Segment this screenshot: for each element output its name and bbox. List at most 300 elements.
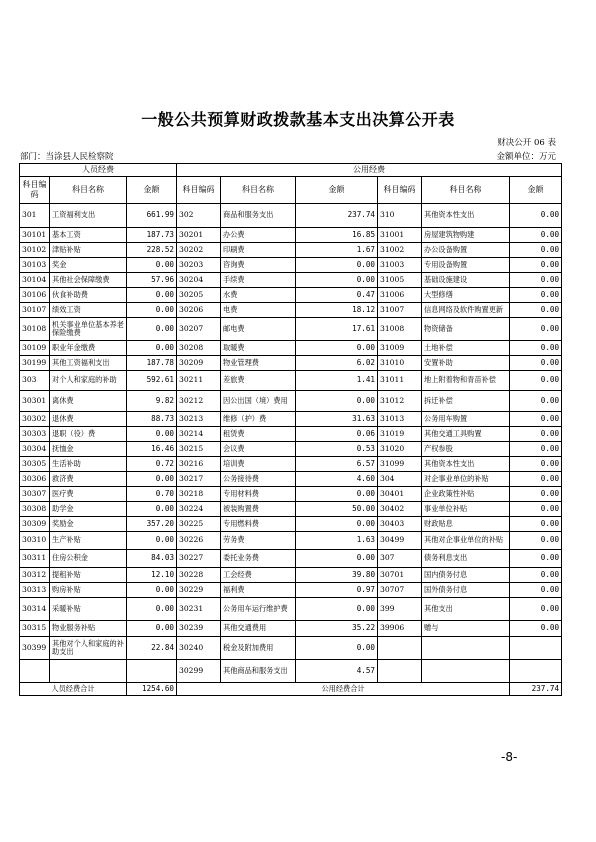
cell-amount: 0.00	[510, 621, 562, 637]
cell-name: 物业服务补贴	[50, 621, 127, 637]
public-header: 公用经费	[177, 164, 562, 177]
cell-code: 30310	[20, 532, 50, 550]
table-row	[20, 550, 562, 568]
cell-name: 因公出国（境）费用	[221, 391, 296, 412]
cell-name: 地上附着物和青苗补偿	[422, 371, 510, 391]
cell-name: 机关事业单位基本养老保险缴费	[50, 318, 127, 341]
cell-name: 电费	[221, 303, 296, 318]
cell-code: 30303	[20, 427, 50, 442]
cell-code: 30201	[177, 228, 221, 243]
cell-name: 印刷费	[221, 243, 296, 258]
cell-code: 307	[378, 550, 422, 568]
cell-code: 30226	[177, 532, 221, 550]
cell-code: 30109	[20, 341, 50, 356]
table-row	[20, 598, 562, 621]
cell-code: 31006	[378, 288, 422, 303]
cell-name: 工资福利支出	[50, 204, 127, 228]
cell-name: 其他工资福利支出	[50, 356, 127, 371]
cell-code: 30218	[177, 487, 221, 502]
cell-code: 30204	[177, 273, 221, 288]
cell-name: 其他商品和服务支出	[221, 660, 296, 683]
cell-code: 30307	[20, 487, 50, 502]
cell-name: 其他对企事业单位的补贴	[422, 532, 510, 550]
cell-code: 30239	[177, 621, 221, 637]
cell-amount: 0.00	[510, 517, 562, 532]
cell-amount	[127, 660, 177, 683]
cell-code: 31011	[378, 371, 422, 391]
cell-code: 30202	[177, 243, 221, 258]
cell-amount: 0.00	[127, 621, 177, 637]
cell-code: 399	[378, 598, 422, 621]
cell-name: 生活补助	[50, 457, 127, 472]
cell-name: 其他资本性支出	[422, 204, 510, 228]
cell-name: 咨询费	[221, 258, 296, 273]
cell-code: 31003	[378, 258, 422, 273]
public-total-value: 237.74	[510, 683, 562, 696]
cell-amount: 0.00	[510, 457, 562, 472]
cell-name: 离休费	[50, 391, 127, 412]
cell-name	[422, 660, 510, 683]
cell-amount: 0.00	[510, 472, 562, 487]
cell-code: 30304	[20, 442, 50, 457]
cell-name: 奖励金	[50, 517, 127, 532]
cell-amount: 0.00	[296, 637, 378, 660]
cell-amount: 0.00	[127, 532, 177, 550]
cell-name: 其他交通费用	[221, 621, 296, 637]
cell-amount: 0.00	[127, 598, 177, 621]
cell-code: 30314	[20, 598, 50, 621]
cell-code: 30311	[20, 550, 50, 568]
table-row	[20, 243, 562, 258]
cell-name: 救济费	[50, 472, 127, 487]
cell-name: 劳务费	[221, 532, 296, 550]
cell-code: 31009	[378, 341, 422, 356]
cell-amount: 31.63	[296, 412, 378, 427]
col-code-header: 科目编码	[177, 177, 221, 204]
cell-amount: 6.57	[296, 457, 378, 472]
cell-name: 抚恤金	[50, 442, 127, 457]
cell-name: 税金及附加费用	[221, 637, 296, 660]
cell-name: 助学金	[50, 502, 127, 517]
page-title: 一般公共预算财政拨款基本支出决算公开表	[141, 110, 455, 129]
cell-amount: 0.00	[510, 442, 562, 457]
cell-name: 物资储备	[422, 318, 510, 341]
cell-code: 30308	[20, 502, 50, 517]
cell-amount: 0.47	[296, 288, 378, 303]
cell-name: 专用设备购置	[422, 258, 510, 273]
cell-amount: 0.72	[127, 457, 177, 472]
cell-amount: 57.96	[127, 273, 177, 288]
cell-amount: 0.00	[296, 341, 378, 356]
col-name-header: 科目名称	[50, 177, 127, 204]
cell-code: 30309	[20, 517, 50, 532]
cell-code: 30103	[20, 258, 50, 273]
cell-amount: 84.03	[127, 550, 177, 568]
table-row	[20, 583, 562, 598]
cell-code	[20, 660, 50, 683]
cell-name: 邮电费	[221, 318, 296, 341]
cell-amount: 0.00	[510, 583, 562, 598]
cell-code: 30215	[177, 442, 221, 457]
cell-code: 30206	[177, 303, 221, 318]
cell-name: 事业单位补贴	[422, 502, 510, 517]
cell-code: 31008	[378, 318, 422, 341]
col-name-header: 科目名称	[221, 177, 296, 204]
cell-amount: 0.00	[127, 583, 177, 598]
table-row	[20, 391, 562, 412]
cell-name: 津贴补贴	[50, 243, 127, 258]
cell-name: 办公设备购置	[422, 243, 510, 258]
cell-name: 差旅费	[221, 371, 296, 391]
cell-code: 31019	[378, 427, 422, 442]
cell-amount: 0.00	[510, 258, 562, 273]
cell-amount: 16.46	[127, 442, 177, 457]
cell-code: 31010	[378, 356, 422, 371]
cell-name: 工会经费	[221, 568, 296, 583]
cell-amount: 0.00	[296, 598, 378, 621]
cell-amount: 0.00	[510, 550, 562, 568]
cell-amount: 39.80	[296, 568, 378, 583]
personnel-total-label: 人员经费合计	[20, 683, 127, 696]
cell-code: 30240	[177, 637, 221, 660]
col-code-header: 科目编码	[20, 177, 50, 204]
cell-amount: 22.84	[127, 637, 177, 660]
cell-amount: 0.00	[127, 258, 177, 273]
cell-amount: 0.00	[127, 472, 177, 487]
cell-name: 取暖费	[221, 341, 296, 356]
cell-amount: 4.60	[296, 472, 378, 487]
cell-code: 30107	[20, 303, 50, 318]
cell-amount: 1.67	[296, 243, 378, 258]
cell-amount: 0.97	[296, 583, 378, 598]
unit-label: 金额单位：万元	[496, 152, 556, 162]
cell-code: 301	[20, 204, 50, 228]
cell-name: 房屋建筑物购建	[422, 228, 510, 243]
cell-amount: 0.00	[510, 371, 562, 391]
cell-amount: 0.00	[510, 598, 562, 621]
cell-name: 医疗费	[50, 487, 127, 502]
cell-name: 商品和服务支出	[221, 204, 296, 228]
table-row	[20, 568, 562, 583]
cell-name: 伙食补助费	[50, 288, 127, 303]
cell-name: 公务用车购置	[422, 412, 510, 427]
cell-code: 31020	[378, 442, 422, 457]
cell-name: 安置补助	[422, 356, 510, 371]
cell-amount: 0.00	[510, 341, 562, 356]
cell-name: 奖金	[50, 258, 127, 273]
table-row	[20, 288, 562, 303]
cell-amount: 0.00	[510, 502, 562, 517]
cell-name: 培训费	[221, 457, 296, 472]
cell-amount: 4.57	[296, 660, 378, 683]
cell-amount: 0.00	[296, 391, 378, 412]
col-amount-header: 金额	[510, 177, 562, 204]
table-row	[20, 517, 562, 532]
cell-code: 30499	[378, 532, 422, 550]
cell-code: 30315	[20, 621, 50, 637]
table-row	[20, 341, 562, 356]
cell-amount: 0.00	[510, 288, 562, 303]
cell-amount: 16.85	[296, 228, 378, 243]
table-row	[20, 412, 562, 427]
table-row	[20, 318, 562, 341]
cell-amount: 50.00	[296, 502, 378, 517]
cell-code: 30108	[20, 318, 50, 341]
cell-amount: 88.73	[127, 412, 177, 427]
table-row	[20, 532, 562, 550]
cell-name: 福利费	[221, 583, 296, 598]
cell-name: 债务利息支出	[422, 550, 510, 568]
cell-amount: 0.00	[510, 228, 562, 243]
cell-code: 39906	[378, 621, 422, 637]
table-row	[20, 204, 562, 228]
cell-name: 财政贴息	[422, 517, 510, 532]
cell-name: 维修（护）费	[221, 412, 296, 427]
cell-code: 30313	[20, 583, 50, 598]
cell-name: 国外债务付息	[422, 583, 510, 598]
cell-amount	[510, 637, 562, 660]
cell-code: 30207	[177, 318, 221, 341]
cell-amount: 0.00	[510, 303, 562, 318]
table-row	[20, 487, 562, 502]
cell-code: 30217	[177, 472, 221, 487]
cell-amount: 0.00	[127, 318, 177, 341]
cell-amount: 187.73	[127, 228, 177, 243]
cell-code: 30402	[378, 502, 422, 517]
cell-code: 30199	[20, 356, 50, 371]
table-row	[20, 273, 562, 288]
col-amount-header: 金额	[296, 177, 378, 204]
table-row	[20, 228, 562, 243]
cell-amount: 0.00	[510, 391, 562, 412]
cell-name: 物业管理费	[221, 356, 296, 371]
cell-code: 31013	[378, 412, 422, 427]
cell-code: 31099	[378, 457, 422, 472]
cell-code: 30403	[378, 517, 422, 532]
cell-amount: 0.00	[127, 288, 177, 303]
table-row	[20, 637, 562, 660]
cell-code: 30301	[20, 391, 50, 412]
cell-amount: 0.00	[296, 258, 378, 273]
cell-name: 其他资本性支出	[422, 457, 510, 472]
cell-code: 30209	[177, 356, 221, 371]
cell-amount: 661.99	[127, 204, 177, 228]
cell-code: 31007	[378, 303, 422, 318]
cell-name	[50, 660, 127, 683]
cell-code: 30302	[20, 412, 50, 427]
cell-code: 30102	[20, 243, 50, 258]
cell-code: 31012	[378, 391, 422, 412]
cell-amount: 0.06	[296, 427, 378, 442]
cell-code	[378, 660, 422, 683]
cell-name: 采暖补贴	[50, 598, 127, 621]
cell-code: 30106	[20, 288, 50, 303]
cell-name: 生产补贴	[50, 532, 127, 550]
cell-amount: 187.78	[127, 356, 177, 371]
cell-code: 30229	[177, 583, 221, 598]
cell-amount: 0.00	[510, 273, 562, 288]
cell-code: 30208	[177, 341, 221, 356]
cell-amount: 35.22	[296, 621, 378, 637]
table-row	[20, 457, 562, 472]
page-number: -8-	[501, 750, 518, 764]
cell-name: 水费	[221, 288, 296, 303]
cell-code: 31005	[378, 273, 422, 288]
table-row	[20, 502, 562, 517]
cell-amount: 0.00	[296, 517, 378, 532]
cell-name: 基本工资	[50, 228, 127, 243]
cell-code: 30227	[177, 550, 221, 568]
department-label: 部门：当涂县人民检察院	[20, 152, 114, 162]
table-row	[20, 660, 562, 683]
cell-code: 30312	[20, 568, 50, 583]
cell-name: 公务接待费	[221, 472, 296, 487]
cell-code: 30225	[177, 517, 221, 532]
cell-name: 信息网络及软件购置更新	[422, 303, 510, 318]
cell-amount: 0.00	[510, 243, 562, 258]
table-row	[20, 472, 562, 487]
cell-name: 产权参股	[422, 442, 510, 457]
cell-name: 赠与	[422, 621, 510, 637]
cell-code: 30231	[177, 598, 221, 621]
cell-code: 31002	[378, 243, 422, 258]
cell-amount: 0.00	[510, 487, 562, 502]
cell-amount: 18.12	[296, 303, 378, 318]
cell-name: 办公费	[221, 228, 296, 243]
cell-amount: 0.53	[296, 442, 378, 457]
cell-code: 30707	[378, 583, 422, 598]
cell-name: 企业政策性补贴	[422, 487, 510, 502]
cell-name: 对个人和家庭的补助	[50, 371, 127, 391]
cell-name: 专用材料费	[221, 487, 296, 502]
col-name-header: 科目名称	[422, 177, 510, 204]
cell-code: 310	[378, 204, 422, 228]
cell-code: 31001	[378, 228, 422, 243]
cell-code: 30701	[378, 568, 422, 583]
cell-code: 30399	[20, 637, 50, 660]
cell-code: 30299	[177, 660, 221, 683]
table-row	[20, 427, 562, 442]
cell-amount: 0.00	[510, 427, 562, 442]
cell-amount: 12.10	[127, 568, 177, 583]
cell-name: 委托业务费	[221, 550, 296, 568]
cell-amount: 0.70	[127, 487, 177, 502]
cell-amount: 0.00	[510, 356, 562, 371]
cell-code: 30203	[177, 258, 221, 273]
cell-amount: 0.00	[510, 532, 562, 550]
cell-name: 其他交通工具购置	[422, 427, 510, 442]
cell-code: 30214	[177, 427, 221, 442]
cell-name: 其他社会保障缴费	[50, 273, 127, 288]
cell-amount: 228.52	[127, 243, 177, 258]
cell-code: 303	[20, 371, 50, 391]
expenditure-table	[19, 163, 562, 696]
cell-name: 其他对个人和家庭的补助支出	[50, 637, 127, 660]
cell-name: 退休费	[50, 412, 127, 427]
cell-amount: 0.00	[510, 568, 562, 583]
cell-name: 被装购置费	[221, 502, 296, 517]
cell-code: 30213	[177, 412, 221, 427]
table-row	[20, 356, 562, 371]
cell-name: 国内债务付息	[422, 568, 510, 583]
table-row	[20, 621, 562, 637]
cell-name	[422, 637, 510, 660]
cell-name: 提租补贴	[50, 568, 127, 583]
cell-amount: 1.41	[296, 371, 378, 391]
cell-code: 30305	[20, 457, 50, 472]
cell-amount: 0.00	[127, 427, 177, 442]
cell-amount: 6.02	[296, 356, 378, 371]
cell-name: 专用燃料费	[221, 517, 296, 532]
cell-amount: 0.00	[127, 303, 177, 318]
col-code-header: 科目编码	[378, 177, 422, 204]
cell-code: 30228	[177, 568, 221, 583]
cell-code: 304	[378, 472, 422, 487]
cell-amount: 0.00	[296, 273, 378, 288]
cell-amount: 0.00	[296, 487, 378, 502]
cell-code: 30211	[177, 371, 221, 391]
table-row	[20, 303, 562, 318]
cell-name: 住房公积金	[50, 550, 127, 568]
col-amount-header: 金额	[127, 177, 177, 204]
cell-amount: 0.00	[510, 204, 562, 228]
cell-code: 30216	[177, 457, 221, 472]
table-row	[20, 442, 562, 457]
public-total-label: 公用经费合计	[177, 683, 510, 696]
cell-amount: 592.61	[127, 371, 177, 391]
cell-name: 土地补偿	[422, 341, 510, 356]
cell-amount: 237.74	[296, 204, 378, 228]
cell-amount	[510, 660, 562, 683]
cell-name: 其他支出	[422, 598, 510, 621]
cell-code: 30205	[177, 288, 221, 303]
cell-code	[378, 637, 422, 660]
cell-amount: 0.00	[510, 412, 562, 427]
cell-amount: 17.61	[296, 318, 378, 341]
cell-name: 绩效工资	[50, 303, 127, 318]
cell-amount: 1.63	[296, 532, 378, 550]
cell-name: 会议费	[221, 442, 296, 457]
cell-code: 30401	[378, 487, 422, 502]
cell-name: 大型修缮	[422, 288, 510, 303]
cell-code: 30224	[177, 502, 221, 517]
cell-code: 30101	[20, 228, 50, 243]
cell-amount: 0.00	[510, 318, 562, 341]
table-row	[20, 371, 562, 391]
personnel-header: 人员经费	[20, 164, 177, 177]
table-row	[20, 258, 562, 273]
cell-amount: 0.00	[296, 550, 378, 568]
cell-name: 手续费	[221, 273, 296, 288]
cell-code: 30212	[177, 391, 221, 412]
cell-name: 对企事业单位的补贴	[422, 472, 510, 487]
cell-name: 拆迁补偿	[422, 391, 510, 412]
cell-name: 租赁费	[221, 427, 296, 442]
cell-name: 基础设施建设	[422, 273, 510, 288]
cell-code: 30104	[20, 273, 50, 288]
personnel-total-value: 1254.60	[127, 683, 177, 696]
cell-code: 30306	[20, 472, 50, 487]
cell-name: 退职（役）费	[50, 427, 127, 442]
cell-name: 公务用车运行维护费	[221, 598, 296, 621]
cell-amount: 0.00	[127, 341, 177, 356]
cell-code: 302	[177, 204, 221, 228]
cell-amount: 357.20	[127, 517, 177, 532]
cell-name: 购房补贴	[50, 583, 127, 598]
form-number: 财决公开 06 表	[497, 138, 556, 148]
cell-name: 职业年金缴费	[50, 341, 127, 356]
cell-amount: 9.82	[127, 391, 177, 412]
